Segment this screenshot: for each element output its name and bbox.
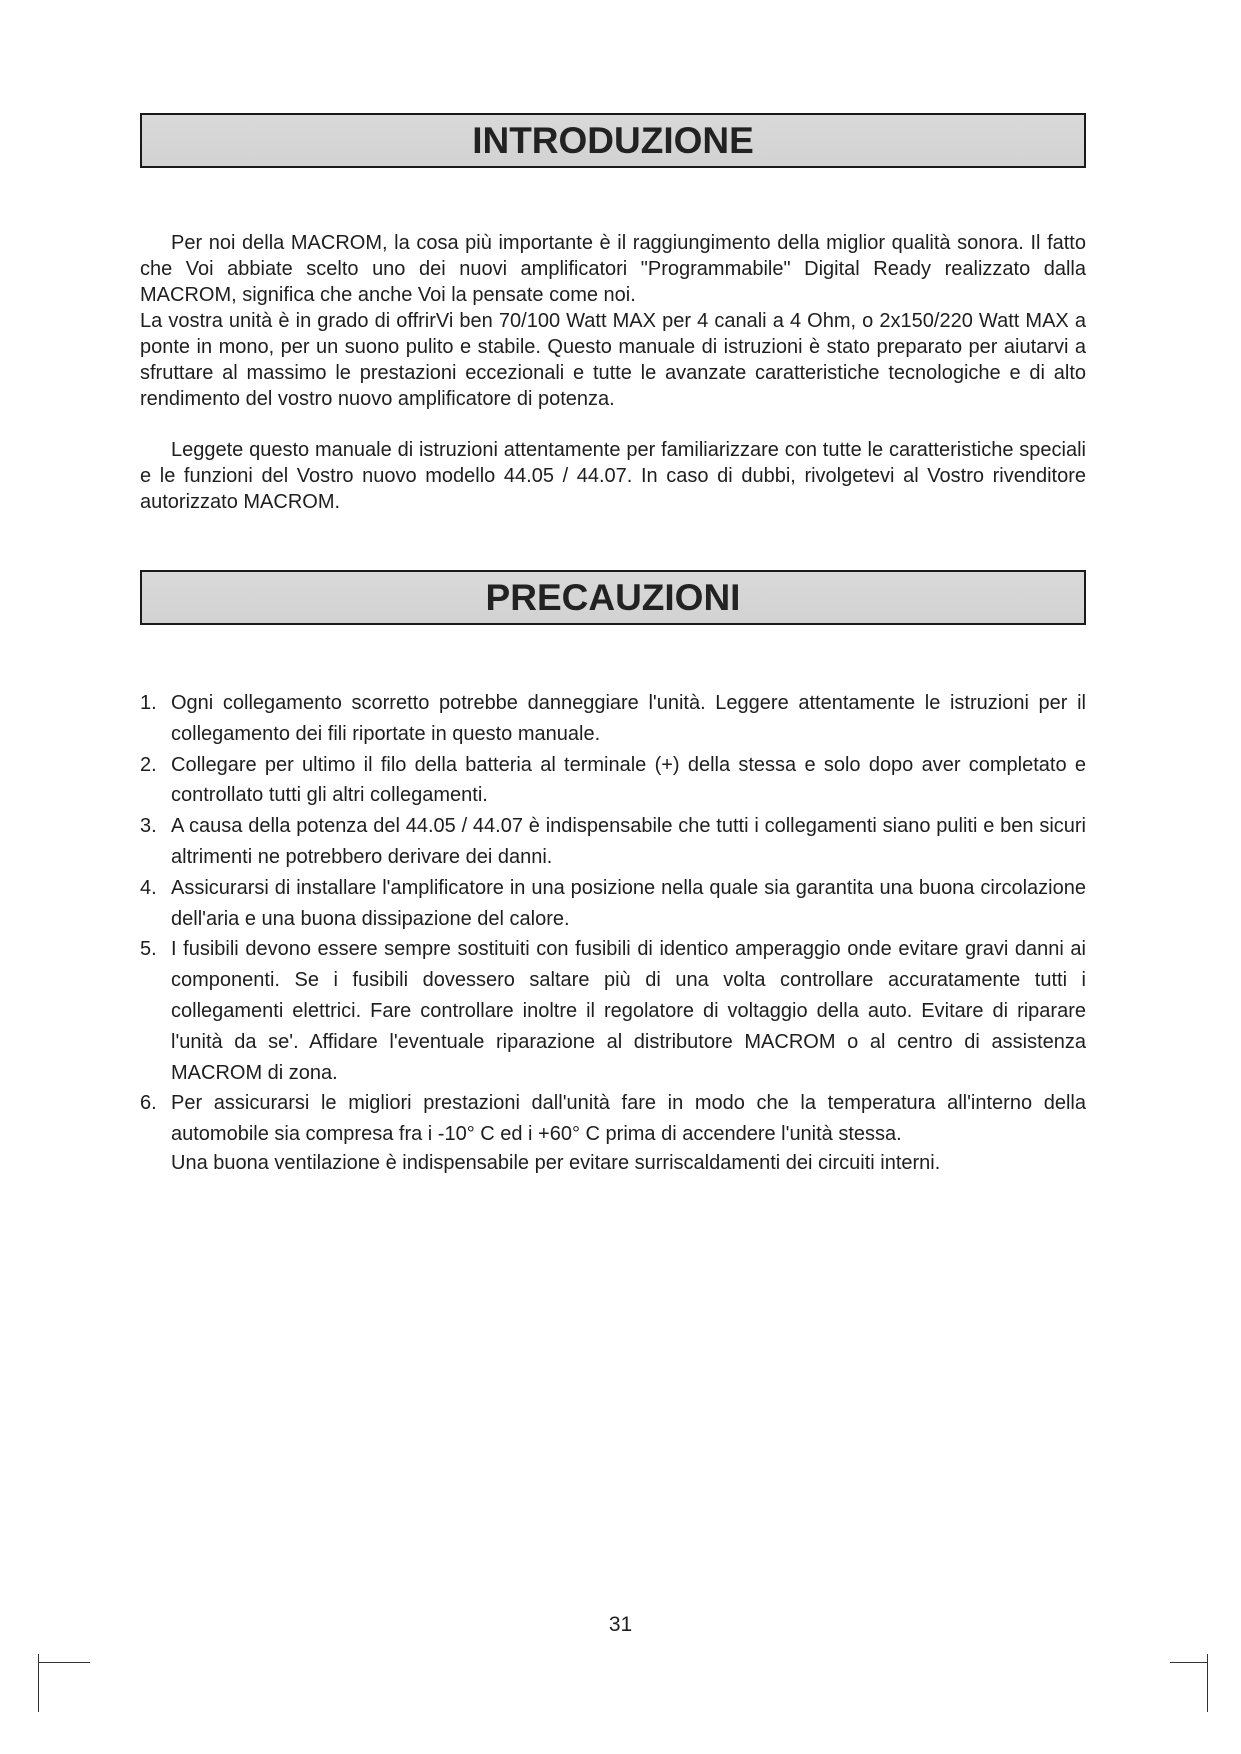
list-item (140, 750, 1086, 812)
list-item-text: A causa della potenza del 44.05 / 44.07 è indispensabile che tutti i collegamenti siano puliti e ben sicuri altrimenti ne potrebbero derivare dei danni. (171, 815, 1086, 868)
introduction-body (140, 230, 1086, 515)
crop-mark-left-horizontal (38, 1662, 90, 1663)
introduction-paragraph-1: Per noi della MACROM, la cosa più importante è il raggiungimento della miglior qualità sonora. Il fatto che Voi abbiate scelto uno dei nuovi amplificatori "Programmabile" Digital Ready realizzato dalla MACROM, significa che anche Voi la pensate come noi. (140, 232, 1086, 306)
list-item-number: 6. (140, 1092, 157, 1115)
list-item-text: Ogni collegamento scorretto potrebbe danneggiare l'unità. Leggere attentamente le istruzioni per il collegamento dei fili riportate in questo manuale. (171, 692, 1086, 745)
list-item (140, 1088, 1086, 1150)
list-item (140, 811, 1086, 873)
list-item-number: 3. (140, 815, 157, 838)
list-item (140, 934, 1086, 1088)
list-item-number: 5. (140, 938, 157, 961)
crop-mark-right-vertical (1207, 1654, 1208, 1712)
list-item-number: 1. (140, 692, 157, 714)
list-item-text: Per assicurarsi le migliori prestazioni dall'unità fare in modo che la temperatura all'interno della automobile sia compresa fra i -10° C ed i +60° C prima di accendere l'unità stessa. (171, 1092, 1086, 1146)
list-item-number: 4. (140, 876, 157, 899)
crop-mark-right-horizontal (1170, 1662, 1208, 1663)
ventilation-note: Una buona ventilazione è indispensabile per evitare surriscaldamenti dei circuiti interni. (171, 1152, 941, 1174)
precautions-header-box (140, 570, 1086, 625)
introduction-header-box (140, 113, 1086, 168)
list-item-text: Collegare per ultimo il filo della batteria al terminale (+) della stessa e solo dopo aver completato e controllato tutti gli altri collegamenti. (171, 753, 1086, 807)
list-item-text: Assicurarsi di installare l'amplificatore in una posizione nella quale sia garantita una buona circolazione dell'aria e una buona dissipazione del calore. (171, 876, 1086, 930)
list-item-text: I fusibili devono essere sempre sostituiti con fusibili di identico amperaggio onde evitare gravi danni ai componenti. Se i fusibili dovessero saltare più di una volta controllare accuratamente tutti i collegamenti elettrici. Fare controllare inoltre il regolatore di voltaggio della auto. Evitare di riparare l'unità da se'. Affidare l'eventuale riparazione al distributore MACROM o al centro di assistenza MACROM di zona. (171, 938, 1086, 1084)
precautions-list (140, 688, 1086, 1150)
list-item (140, 688, 1086, 750)
list-item (140, 873, 1086, 935)
introduction-title: INTRODUZIONE (472, 119, 754, 161)
page-number: 31 (608, 1613, 633, 1636)
list-item-number: 2. (140, 753, 157, 776)
crop-mark-left-vertical (38, 1654, 39, 1712)
introduction-paragraph-1b: La vostra unità è in grado di offrirVi ben 70/100 Watt MAX per 4 canali a 4 Ohm, o 2x150/220 Watt MAX a ponte in mono, per un suono pulito e stabile. Questo manuale di istruzioni è stato preparato per aiutarvi a sfruttare al massimo le prestazioni eccezionali e tutte le avanzate caratteristiche tecnologiche e di alto rendimento del vostro nuovo amplificatore di potenza. (140, 310, 1086, 410)
precautions-title: PRECAUZIONI (485, 576, 741, 618)
introduction-paragraph-2: Leggete questo manuale di istruzioni attentamente per familiarizzare con tutte le caratteristiche speciali e le funzioni del Vostro nuovo modello 44.05 / 44.07. In caso di dubbi, rivolgetevi al Vostro rivenditore autorizzato MACROM. (140, 439, 1086, 513)
